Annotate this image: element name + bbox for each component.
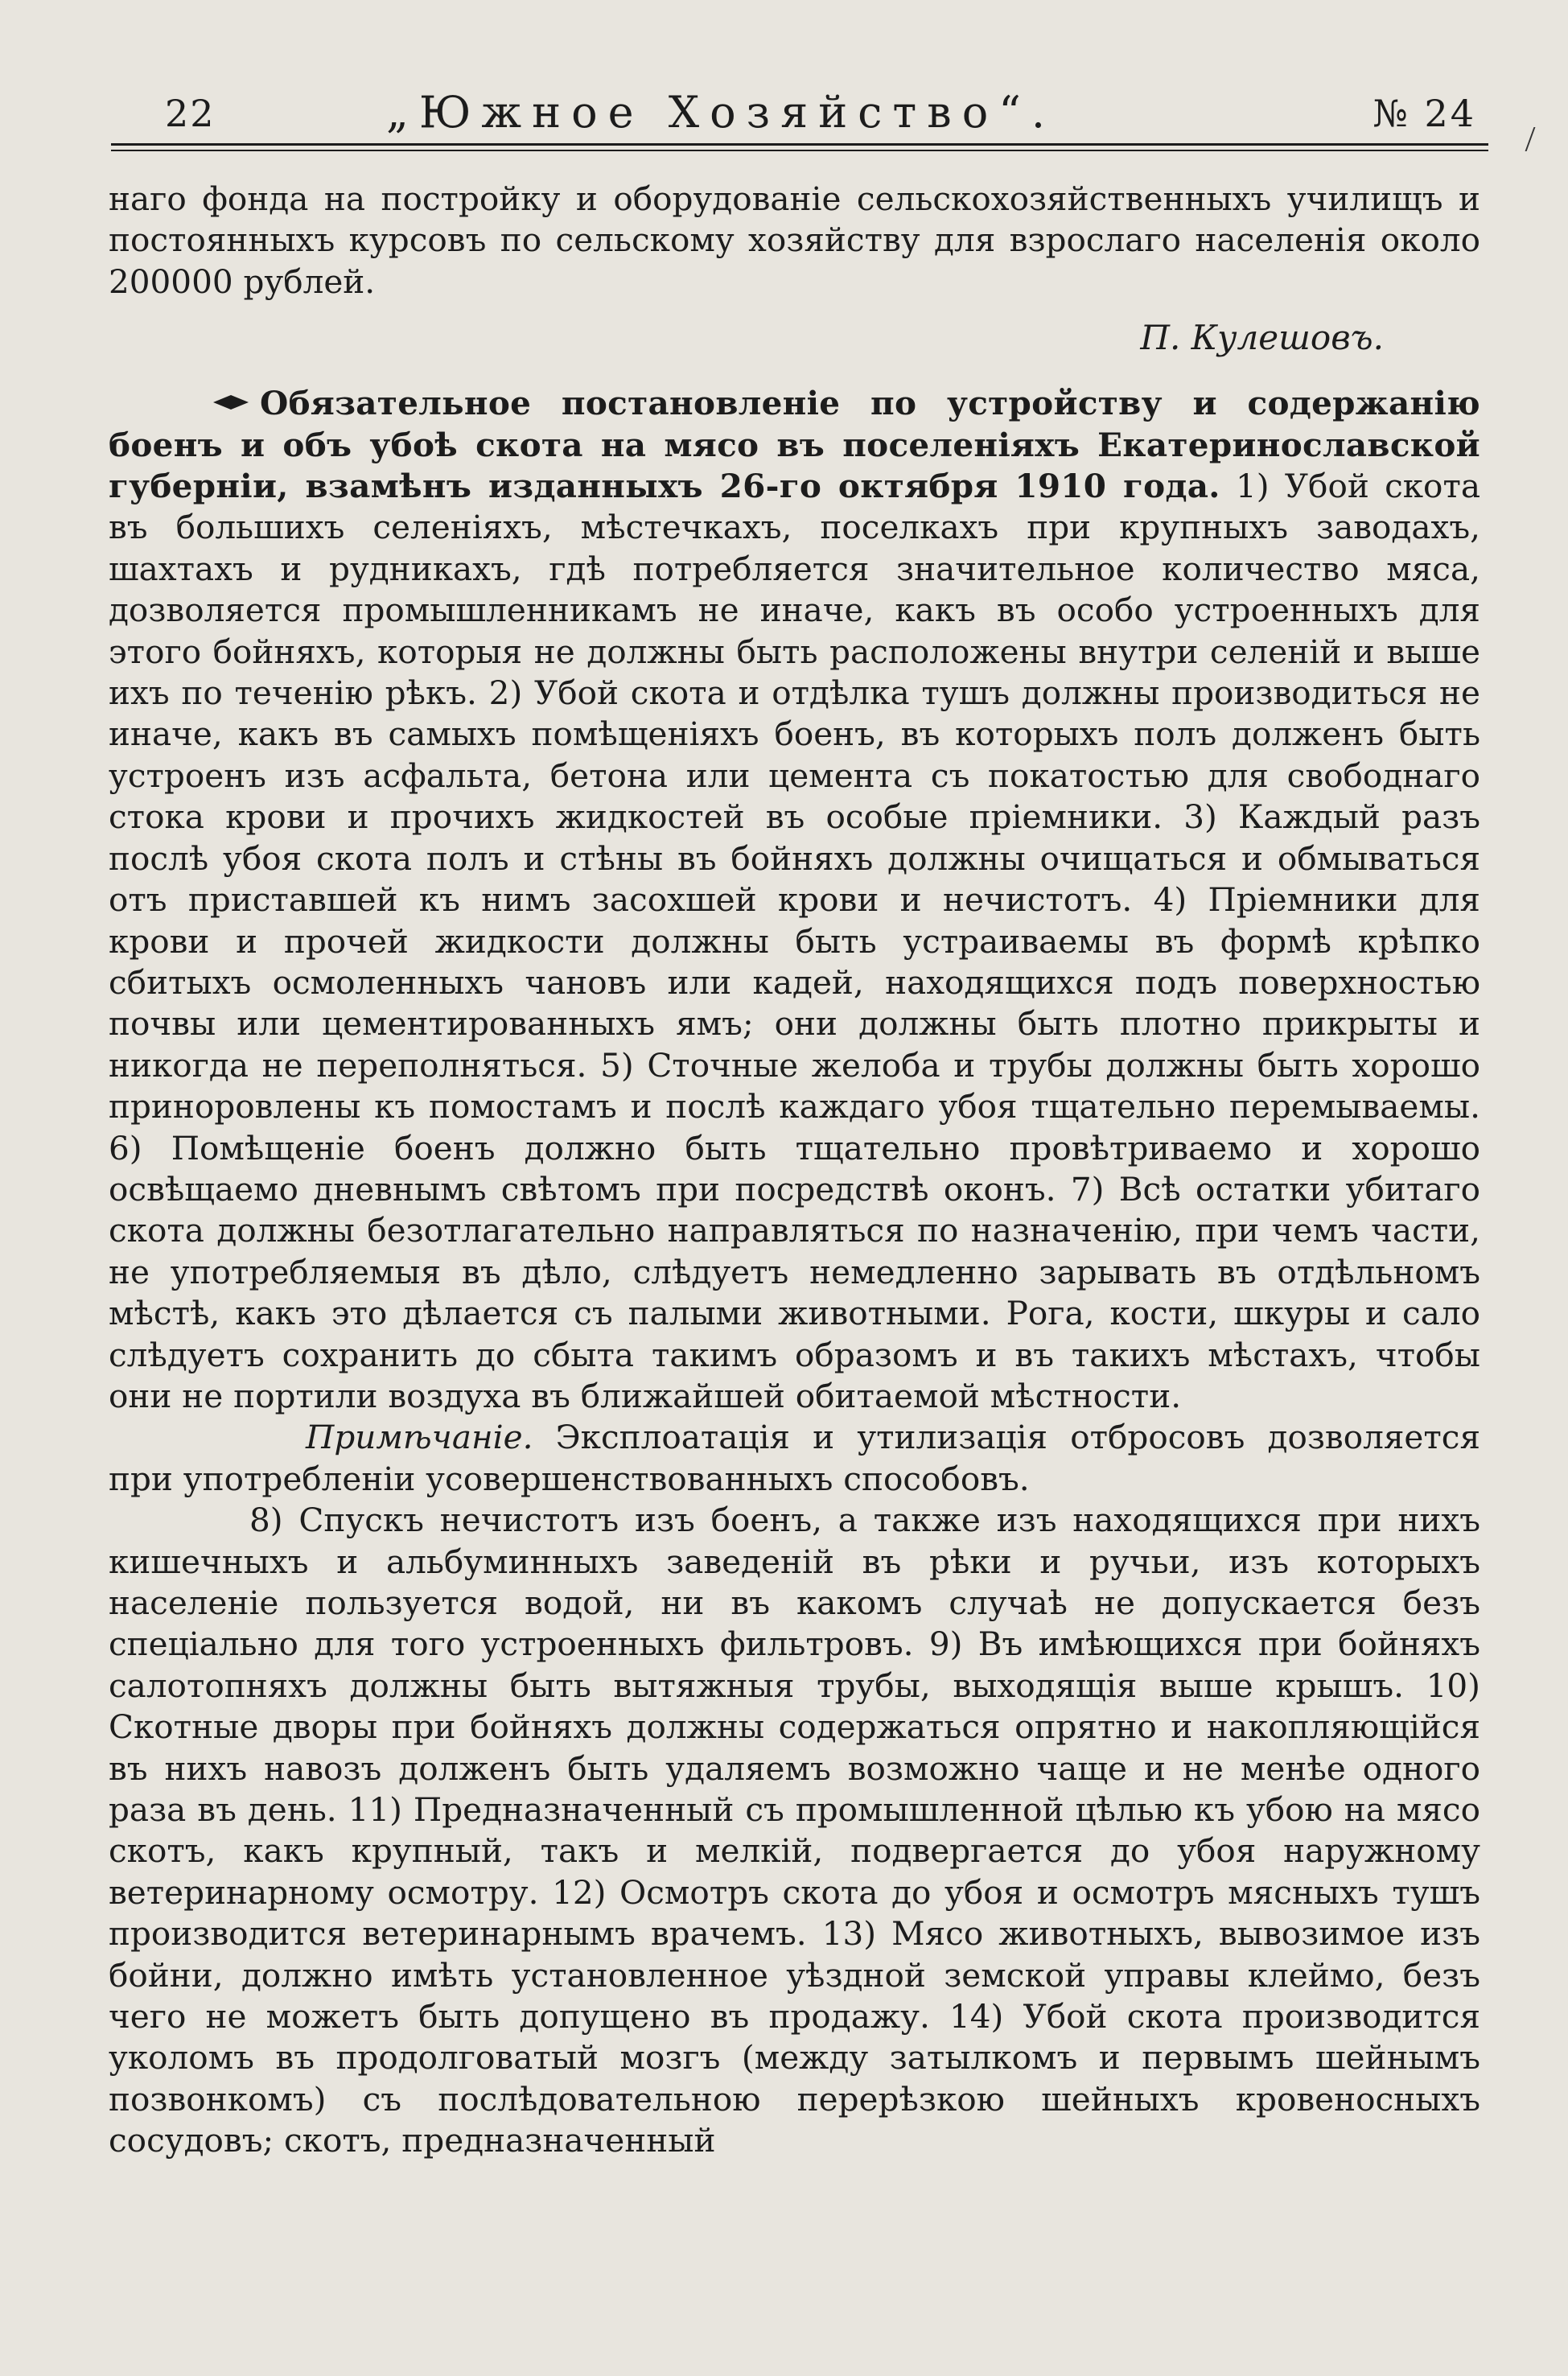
article-body-text: 1) Убой скота въ большихъ селеніяхъ, мѣстечкахъ, поселкахъ при крупныхъ заводахъ, шахтахъ и рудникахъ, гдѣ потребляется значительное количество мяса, дозволяется промышленникамъ не иначе, какъ въ особо устроенныхъ для этого бойняхъ, которыя не должны быть расположены внутри селеній и выше ихъ по теченію рѣкъ. 2) Убой скота и отдѣлка тушъ должны производиться не иначе, какъ въ самыхъ помѣщеніяхъ боенъ, въ которыхъ полъ долженъ быть устроенъ изъ асфальта, бетона или цемента съ покатостью для свободнаго стока крови и прочихъ жидкостей въ особые пріемники. 3) Каждый разъ послѣ убоя скота полъ и стѣны въ бойняхъ должны очищаться и обмываться отъ приставшей къ нимъ засохшей крови и нечистотъ. 4) Пріемники для крови и прочей жидкости должны быть устраиваемы въ формѣ крѣпко сбитыхъ осмоленныхъ чановъ или кадей, находящихся подъ поверхностью почвы или цементированныхъ ямъ; они должны быть плотно прикрыты и никогда не переполняться. 5) Сточные желоба и трубы должны быть хорошо приноровлены къ помостамъ и послѣ каждаго убоя тщательно перемываемы. 6) Помѣщеніе боенъ должно быть тщательно провѣтриваемо и хорошо освѣщаемо дневнымъ свѣтомъ при посредствѣ оконъ. 7) Всѣ остатки убитаго скота должны безотлагательно направляться по назначенію, при чемъ части, не употребляемыя въ дѣло, слѣдуетъ немедленно зарывать въ отдѣльномъ мѣстѣ, какъ это дѣлается съ палыми животными. Рога, кости, шкуры и сало слѣдуетъ сохранить до сбыта такимъ образомъ и въ такихъ мѣстахъ, чтобы они не портили воздуха въ ближайшей обитаемой мѣстности. — [109, 467, 1480, 1415]
issue-number: № 24 — [1373, 92, 1476, 135]
note-paragraph — [109, 1417, 1480, 1500]
journal-title: „Южное Хозяйство“. — [386, 87, 1056, 138]
note-label: Примѣчаніе. — [306, 1418, 533, 1457]
page-header — [109, 87, 1484, 143]
article-body — [109, 383, 1480, 1417]
header-rule — [111, 143, 1488, 146]
page-number: 22 — [165, 92, 216, 135]
header-rule-thin — [111, 150, 1488, 151]
note-text: Эксплоатація и утилизація отбросовъ дозволяется при употребленіи усовершенствованныхъ способовъ. — [109, 1418, 1480, 1498]
author-signature: П. Кулешовъ. — [1140, 318, 1384, 358]
page-content — [109, 179, 1480, 2162]
continuation-paragraph: 8) Спускъ нечистотъ изъ боенъ, а также изъ находящихся при нихъ кишечныхъ и альбуминныхъ заведеній въ рѣки и ручьи, изъ которыхъ населеніе пользуется водой, ни въ какомъ случаѣ не допускается безъ спеціально для того устроенныхъ фильтровъ. 9) Въ имѣющихся при бойняхъ салотопняхъ должны быть вытяжныя трубы, выходящія выше крышъ. 10) Скотные дворы при бойняхъ должны содержаться опрятно и накопляющійся въ нихъ навозъ долженъ быть удаляемъ возможно чаще и не менѣе одного раза въ день. 11) Предназначенный съ промышленной цѣлью къ убою на мясо скотъ, какъ крупный, такъ и мелкій, подвергается до убоя наружному ветеринарному осмотру. 12) Осмотръ скота до убоя и осмотръ мясныхъ тушъ производится ветеринарнымъ врачемъ. 13) Мясо животныхъ, вывозимое изъ бойни, должно имѣть установленное уѣздной земской управы клеймо, безъ чего не можетъ быть допущено въ продажу. 14) Убой скота производится уколомъ въ продолговатый мозгъ (между затылкомъ и первымъ шейнымъ позвонкомъ) съ послѣдовательною перерѣзкою шейныхъ кровеносныхъ сосудовъ; скотъ, предназначенный — [109, 1501, 1480, 2160]
previous-article-text: наго фонда на постройку и оборудованіе сельскохозяйственныхъ училищъ и постоянныхъ курсовъ по сельскому хозяйству для взрослаго населенія около 200000 рублей. — [109, 179, 1480, 301]
article-title: Обязательное постановленіе по устройству и содержанію боенъ и объ убоѣ скота на мясо въ поселеніяхъ Екатеринославской губерніи, взамѣнъ изданныхъ 26-го октября 1910 года. — [109, 384, 1480, 506]
margin-mark — [1525, 127, 1544, 151]
diamond-bullet-icon — [212, 393, 250, 411]
